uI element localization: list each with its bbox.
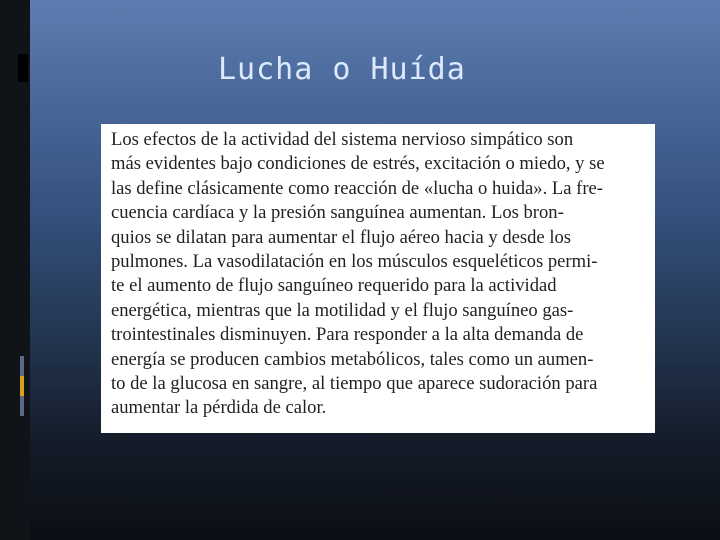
excerpt-line: te el aumento de flujo sanguíneo requerido para la actividad	[111, 275, 557, 297]
excerpt-line: más evidentes bajo condiciones de estrés, excitación o miedo, y se	[111, 153, 605, 175]
text-excerpt	[101, 124, 655, 433]
excerpt-paragraph	[111, 128, 649, 421]
excerpt-line: energía se producen cambios metabólicos, tales como un aumen-	[111, 348, 594, 370]
excerpt-line: aumentar la pérdida de calor.	[111, 397, 327, 419]
excerpt-line: to de la glucosa en sangre, al tiempo que aparece sudoración para	[111, 373, 598, 395]
accent-bar-top	[20, 356, 24, 376]
accent-bar-middle	[20, 376, 24, 396]
excerpt-line: pulmones. La vasodilatación en los músculos esqueléticos permi-	[111, 251, 598, 273]
excerpt-line: energética, mientras que la motilidad y el flujo sanguíneo gas-	[111, 299, 574, 321]
slide-title: Lucha o Huída	[218, 52, 466, 87]
excerpt-line: Los efectos de la actividad del sistema nervioso simpático son	[111, 129, 574, 150]
excerpt-line: trointestinales disminuyen. Para responder a la alta demanda de	[111, 324, 584, 346]
excerpt-line: las define clásicamente como reacción de «lucha o huida». La fre-	[111, 177, 603, 199]
excerpt-line: quios se dilatan para aumentar el flujo aéreo hacia y desde los	[111, 226, 572, 248]
title-marker	[18, 54, 28, 82]
excerpt-line: cuencia cardíaca y la presión sanguínea aumentan. Los bron-	[111, 202, 564, 224]
accent-bar-bottom	[20, 396, 24, 416]
